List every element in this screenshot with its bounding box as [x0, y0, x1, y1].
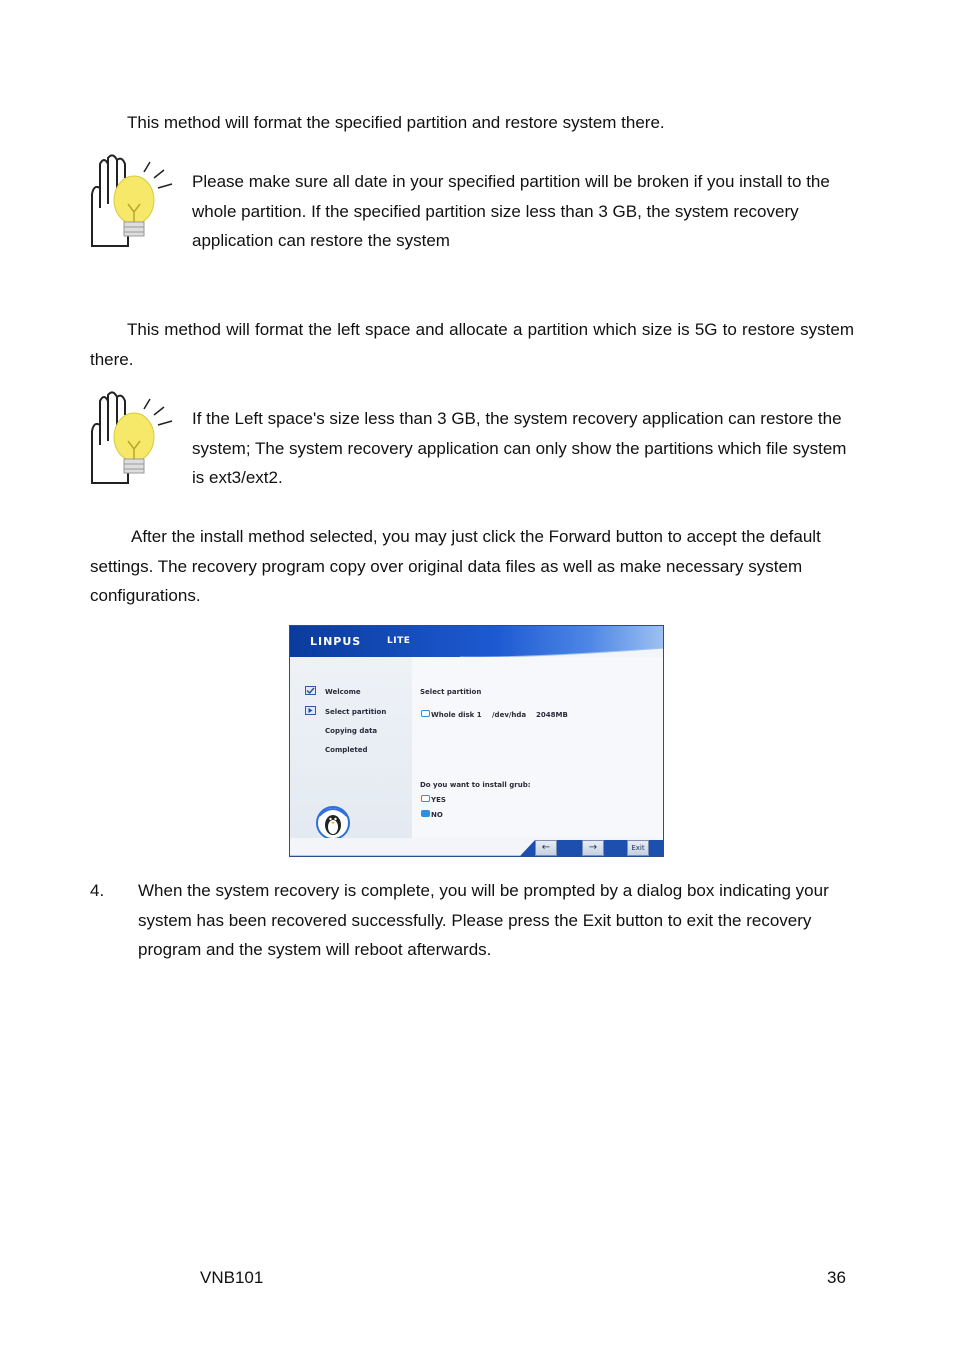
step-select-partition: Select partition	[325, 708, 387, 716]
step-completed: Completed	[325, 746, 368, 754]
step-welcome-check-icon	[305, 686, 316, 695]
wizard-main	[412, 657, 664, 857]
wizard-footer-bar	[290, 838, 664, 857]
list-item-recovery-complete: When the system recovery is complete, you will be prompted by a dialog box indicating your system has been recovered successfully. Please press the Exit button to exit the recovery program and the system will reboot afterwards.	[138, 881, 829, 960]
list-number: 4.	[90, 881, 105, 900]
partition-device: /dev/hda	[492, 711, 527, 719]
paragraph-left-space-text: This method will format the left space and allocate a partition which size is 5G to restore system there.	[90, 320, 854, 369]
tip-hand-lightbulb-icon-2	[88, 391, 178, 491]
paragraph-format-partition: This method will format the specified partition and restore system there.	[127, 113, 665, 132]
grub-yes-radio[interactable]	[421, 795, 430, 802]
grub-yes-label: YES	[431, 796, 446, 804]
grub-question: Do you want to install grub:	[420, 781, 531, 789]
paragraph-left-space	[90, 315, 854, 374]
footer-page-number: 36	[827, 1268, 846, 1287]
tip-whole-partition: Please make sure all date in your specified partition will be broken if you install to the whole partition. If the specified partition size less than 3 GB, the system recovery application can restore the system	[192, 172, 830, 251]
tip-left-space: If the Left space's size less than 3 GB, the system recovery application can restore the system; The system recovery application can only show the partitions which file system is ext3/ext2.	[192, 409, 847, 488]
linpus-logo-lite: LITE	[387, 636, 411, 646]
exit-button[interactable]: Exit	[627, 840, 649, 856]
grub-no-radio[interactable]	[421, 810, 430, 817]
step-copying-data: Copying data	[325, 727, 378, 735]
partition-label: Whole disk 1	[431, 711, 482, 719]
partition-size: 2048MB	[536, 711, 568, 719]
paragraph-forward-button	[90, 522, 860, 611]
grub-no-label: NO	[431, 811, 443, 819]
partition-radio[interactable]	[421, 710, 430, 717]
tip-hand-lightbulb-icon	[88, 154, 178, 254]
step-welcome: Welcome	[325, 688, 361, 696]
section-title-select-partition: Select partition	[420, 688, 482, 696]
forward-button[interactable]: →	[582, 840, 604, 856]
linpus-penguin-badge-icon	[314, 804, 352, 840]
recovery-wizard-screenshot	[289, 625, 664, 857]
linpus-logo: LINPUS	[310, 635, 362, 648]
back-button[interactable]: ←	[535, 840, 557, 856]
step-current-arrow-icon	[305, 706, 316, 715]
footer-model: VNB101	[200, 1268, 264, 1287]
paragraph-forward-button-text: After the install method selected, you may just click the Forward button to accept the default settings. The recovery program copy over original data files as well as make necessary system configurations.	[90, 527, 821, 606]
